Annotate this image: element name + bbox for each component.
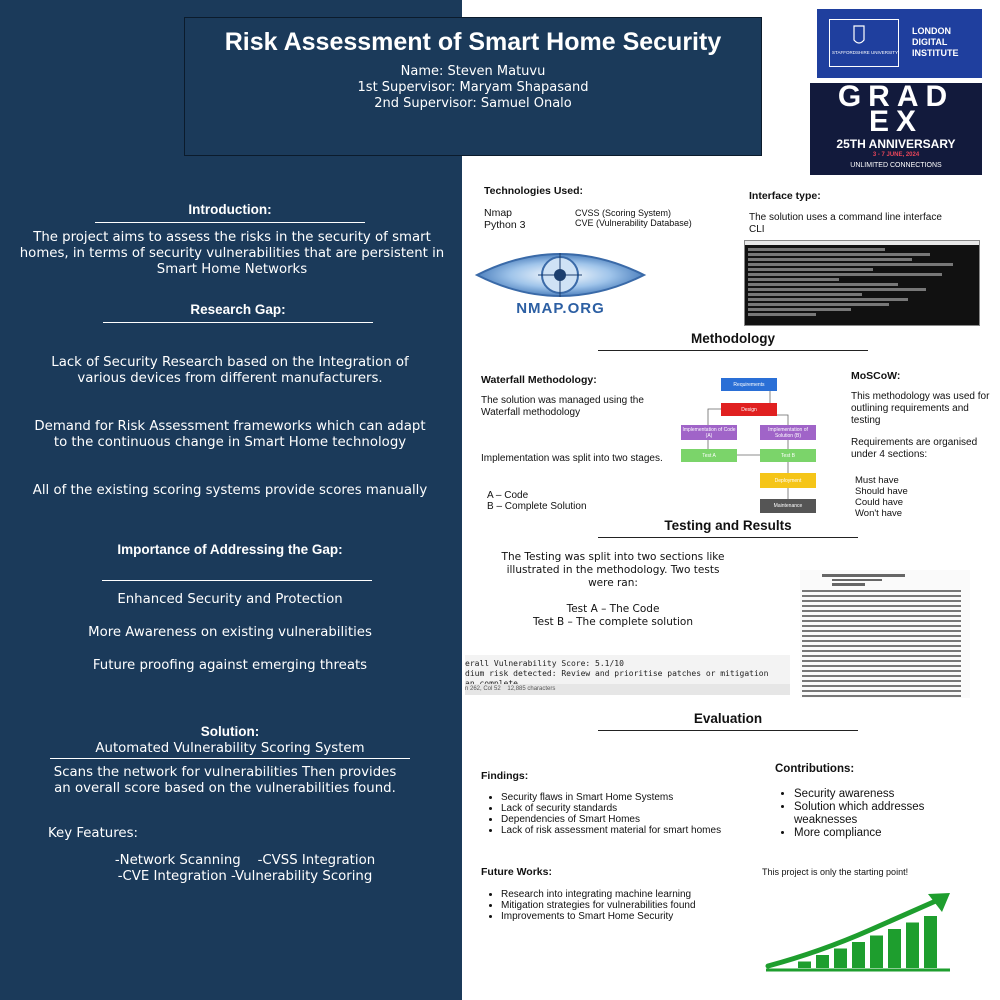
growth-chart	[760, 890, 960, 975]
box-requirements: Requirements	[721, 378, 777, 391]
staffordshire-label: STAFFORDSHIRE UNIVERSITY	[832, 50, 898, 55]
box-test-b: Test B	[760, 449, 816, 462]
london-digital-institute-logo	[817, 9, 982, 78]
testing-heading: Testing and Results	[664, 518, 792, 533]
contribution-item: • Security awareness	[794, 788, 966, 801]
future-item: • Mitigation strategies for vulnerabilities found	[501, 900, 753, 911]
evaluation-divider	[598, 730, 858, 731]
solution-text: Scans the network for vulnerabilities Then provides an overall score based on the vulnerabilities found.	[53, 765, 397, 796]
research-gap-point-3: All of the existing scoring systems provide scores manually	[32, 483, 428, 498]
moscow-wont: Won't have	[855, 508, 903, 519]
importance-divider	[102, 580, 372, 581]
solution-divider	[50, 758, 410, 759]
growth-bar	[906, 923, 919, 969]
gradex-anniversary: 25TH ANNIVERSARY	[836, 137, 956, 151]
box-impl-b: Implementation of Solution (B)	[760, 425, 816, 440]
moscow-list	[855, 475, 908, 519]
future-works-list	[483, 889, 753, 922]
intro-heading: Introduction:	[188, 202, 272, 217]
methodology-heading: Methodology	[691, 331, 775, 346]
solution-heading: Solution:	[200, 724, 260, 739]
moscow-heading: MoSCoW:	[851, 370, 901, 382]
tech-cve: CVE (Vulnerability Database)	[575, 218, 692, 228]
gradex-logo	[810, 80, 982, 175]
editor-status-bar: n 262, Col 52 12,885 characters	[465, 684, 790, 695]
testing-divider	[598, 537, 858, 538]
box-impl-a: Implementation of Code (A)	[682, 426, 736, 439]
technologies-heading: Technologies Used:	[484, 185, 583, 197]
stage-b: B – Complete Solution	[487, 501, 587, 512]
box-design: Design	[721, 403, 777, 416]
score-output-screenshot	[465, 655, 790, 695]
findings-list	[483, 792, 753, 836]
ldi-line-1: LONDON	[912, 26, 951, 36]
vulners-output-screenshot	[800, 570, 970, 698]
tech-python: Python 3	[484, 219, 526, 231]
box-deployment: Deployment	[760, 473, 816, 488]
finding-item: • Dependencies of Smart Homes	[501, 814, 753, 825]
gradex-grad: GRAD	[837, 80, 955, 113]
gradex-tagline: UNLIMITED CONNECTIONS	[850, 162, 942, 169]
score-line: erall Vulnerability Score: 5.1/10	[465, 659, 624, 668]
stage-a: A – Code	[487, 490, 529, 501]
importance-heading: Importance of Addressing the Gap:	[117, 542, 343, 557]
future-item: • Improvements to Smart Home Security	[501, 911, 753, 922]
risk-line: dium risk detected: Review and prioritise patches or mitigation	[465, 669, 769, 678]
solution-subheading: Automated Vulnerability Scoring System	[95, 741, 365, 756]
key-features-line-2: -CVE Integration -Vulnerability Scoring	[117, 869, 373, 884]
future-item: • Research into integrating machine learning	[501, 889, 753, 900]
waterfall-diagram	[678, 375, 828, 515]
key-features-label: Key Features:	[48, 826, 138, 841]
ldi-wordmark	[912, 26, 959, 59]
interface-text: The solution uses a command line interface CLI	[749, 212, 942, 235]
finding-item: • Security flaws in Smart Home Systems	[501, 792, 753, 803]
research-gap-divider	[103, 322, 373, 323]
intro-divider	[95, 222, 365, 223]
contribution-item: • Solution which addresses weaknesses	[794, 801, 966, 827]
contributions-list	[776, 788, 966, 840]
growth-bar	[852, 942, 865, 968]
technologies-col-1	[484, 207, 525, 231]
tech-cvss: CVSS (Scoring System)	[575, 208, 672, 218]
tech-nmap: Nmap	[484, 207, 513, 219]
moscow-must: Must have	[855, 475, 899, 486]
second-supervisor: 2nd Supervisor: Samuel Onalo	[374, 96, 572, 111]
growth-bar	[888, 929, 901, 968]
importance-item-2: More Awareness on existing vulnerabilities	[88, 625, 372, 640]
research-gap-heading: Research Gap:	[190, 302, 286, 317]
cli-screenshot	[744, 240, 980, 326]
box-maintenance: Maintenance	[760, 499, 816, 513]
evaluation-heading: Evaluation	[693, 711, 763, 726]
implementation-text: Implementation was split into two stages.	[481, 453, 663, 464]
poster-title: Risk Assessment of Smart Home Security	[224, 28, 722, 56]
importance-item-1: Enhanced Security and Protection	[117, 592, 343, 607]
contributions-heading: Contributions:	[775, 763, 855, 775]
testing-text: The Testing was split into two sections like illustrated in the methodology. Two tests were ran:	[501, 551, 725, 589]
closing-statement: This project is only the starting point!	[762, 867, 909, 877]
moscow-text: This methodology was used for outlining requirements and testing	[851, 391, 990, 426]
nmap-logo	[473, 243, 648, 323]
finding-item: • Lack of risk assessment material for smart homes	[501, 825, 746, 836]
interface-heading: Interface type:	[749, 190, 821, 202]
waterfall-connectors	[678, 375, 828, 515]
finding-item: • Lack of security standards	[501, 803, 753, 814]
crest-icon	[830, 20, 900, 68]
research-gap-point-2: Demand for Risk Assessment frameworks which can adapt to the continuous change in Smart Home technology	[34, 419, 426, 450]
growth-bar	[834, 949, 847, 969]
first-supervisor: 1st Supervisor: Maryam Shapasand	[357, 80, 589, 95]
ldi-line-2: DIGITAL	[912, 37, 948, 47]
contribution-item: • More compliance	[794, 827, 966, 840]
title-box	[184, 17, 762, 156]
findings-heading: Findings:	[481, 770, 529, 782]
box-test-a: Test A	[681, 449, 737, 462]
test-a-label: Test A – The Code	[566, 603, 660, 615]
staffordshire-crest	[829, 19, 899, 67]
waterfall-heading: Waterfall Methodology:	[481, 374, 597, 386]
key-features-line-1: -Network Scanning -CVSS Integration	[114, 853, 376, 868]
test-b-label: Test B – The complete solution	[533, 616, 693, 628]
growth-bar	[798, 962, 811, 969]
intro-text: The project aims to assess the risks in the security of smart homes, in terms of security vulnerabilities that are persistent in Smart Home Networks	[19, 230, 445, 277]
waterfall-text: The solution was managed using the Waterfall methodology	[481, 395, 644, 418]
ldi-line-3: INSTITUTE	[912, 48, 959, 58]
methodology-divider	[598, 350, 868, 351]
moscow-should: Should have	[855, 486, 908, 497]
technologies-col-2	[575, 208, 692, 228]
future-works-heading: Future Works:	[481, 866, 552, 878]
nmap-logo-text: NMAP.ORG	[516, 300, 605, 317]
gradex-dates: 3 - 7 JUNE, 2024	[872, 152, 920, 158]
growth-bar	[924, 916, 937, 968]
moscow-could: Could have	[855, 497, 904, 508]
gradex-ex: EX	[868, 105, 924, 138]
growth-bar	[870, 936, 883, 969]
author-name: Name: Steven Matuvu	[400, 64, 546, 79]
importance-item-3: Future proofing against emerging threats	[92, 658, 368, 673]
growth-bar	[816, 955, 829, 968]
moscow-sections: Requirements are organised under 4 sections:	[851, 437, 978, 460]
research-gap-point-1: Lack of Security Research based on the Integration of various devices from different manufacturers.	[51, 355, 409, 386]
